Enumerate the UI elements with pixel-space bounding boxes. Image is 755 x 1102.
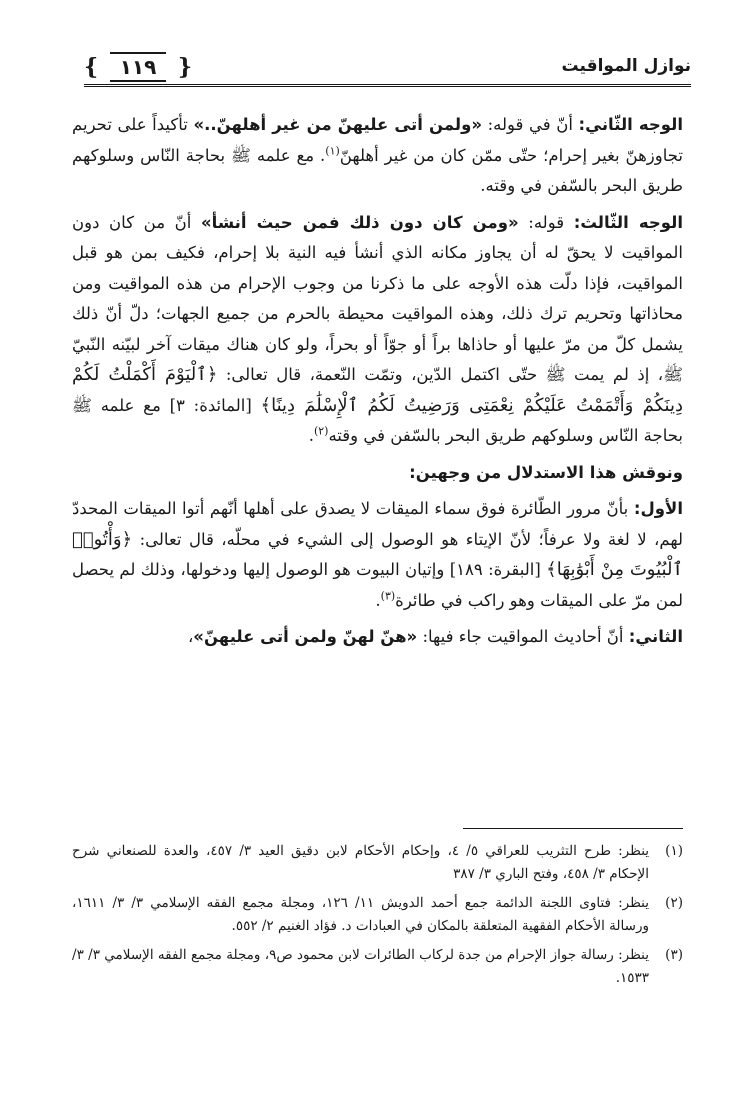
paragraph-text: أنّ في قوله: xyxy=(482,115,579,134)
main-text xyxy=(72,110,683,659)
footnote-ref[interactable]: (٢) xyxy=(313,424,329,438)
paragraph-text: بأنّ مرور الطّائرة فوق سماء الميقات لا يصدق على أهلها أنّهم أتوا الميقات المحددّ لهم، لا لغة ولا عرفاً؛ لأنّ الإيتاء هو الوصول إلى الشيء في محلّه، قال تعالى: xyxy=(72,499,683,549)
paragraph-text: أنّ من كان دون المواقيت لا يحقّ له أن يجاوز مكانه الذي أنشأ فيه النية بلا إحرام، فكيف بمن هو قبل المواقيت، فإذا دلّت هذه الأوجه على ما ذكرنا من وجوب الإحرام من هذه المواقيت ومن محاذاتها وتحريم ترك ذلك، وهذه المواقيت محيطة بالحرم من جميع الجهات؛ دلّ أنّ ذلك يشمل كلّ من مرّ عليها أو حاذاها براً أو جوّاً أو بحراً، ولو كان هناك ميقات آخر لبيّنه النّبيّ ﷺ، إذ لم يمت ﷺ حتّى اكتمل الدّين، وتمّت النّعمة، قال تعالى: xyxy=(72,212,684,384)
paragraph-lead: الثاني: xyxy=(628,627,683,646)
paragraph-text: ، xyxy=(187,627,194,646)
paragraph-text: . xyxy=(375,590,381,610)
footnote xyxy=(72,892,683,938)
ornament-left-icon: { xyxy=(84,54,99,80)
footnote-number: (٢) xyxy=(665,895,683,911)
paragraph-text: . xyxy=(308,426,314,445)
ornament-right-icon: } xyxy=(177,54,192,80)
page-header xyxy=(64,48,691,92)
page-number-frame xyxy=(84,50,192,84)
paragraph-second-aspect xyxy=(72,110,683,202)
verse-reference: [المائدة: ٣] xyxy=(169,395,261,415)
paragraph-second-objection xyxy=(72,622,683,653)
footnote-text: ينظر: طرح التثريب للعراقي ٥/ ٤، وإحكام الأحكام لابن دقيق العيد ٣/ ٤٥٧، والعدة للصنعاني شرح الإحكام ٣/ ٤٥٨، وفتح الباري ٣/ ٣٨٧ xyxy=(72,843,650,882)
footnote xyxy=(72,944,683,990)
section-heading: ونوقش هذا الاستدلال من وجهين: xyxy=(409,462,683,482)
paragraph-third-aspect xyxy=(72,208,683,452)
header-rule xyxy=(84,84,691,87)
footnote-text: ينظر: رسالة جواز الإحرام من جدة لركاب الطائرات لابن محمود ص٩، ومجلة مجمع الفقه الإسلامي ٣/ ٣/ ١٥٣٣. xyxy=(72,947,650,986)
hadith-quote: «ومن كان دون ذلك فمن حيث أنشأ» xyxy=(200,212,519,232)
paragraph-text: أنّ أحاديث المواقيت جاء فيها: xyxy=(417,627,629,646)
paragraph-lead: الوجه الثّالث: xyxy=(573,212,683,232)
paragraph-text: . مع علمه ﷺ بحاجة النّاس وسلوكهم طريق البحر بالسّفن في وقته. xyxy=(72,145,683,195)
footnote-number: (٣) xyxy=(665,947,683,963)
paragraph-text: تأكيداً على تحريم تجاوزهنّ بغير إحرام؛ حتّى ممّن كان من غير أهلهنّ xyxy=(72,115,683,165)
quran-verse: ﴿وَأْتُوا۟ ٱلْبُيُوتَ مِنْ أَبْوَٰبِهَا﴾ xyxy=(72,528,683,580)
paragraph-lead: الأول: xyxy=(633,499,683,518)
verse-reference: [البقرة: ١٨٩] xyxy=(449,560,547,579)
quran-verse: ﴿ٱلْيَوْمَ أَكْمَلْتُ لَكُمْ دِينَكُمْ وَأَتْمَمْتُ عَلَيْكُمْ نِعْمَتِى وَرَضِيتُ لَكُمُ ٱلْإِسْلَٰمَ دِينًا﴾ xyxy=(72,364,683,416)
footnote xyxy=(72,840,683,886)
paragraph-text: وإتيان البيوت هو الوصول إليها ودخولها، وذلك لم يحصل لمن مرّ على الميقات وهو راكب في طائرة xyxy=(72,560,683,610)
paragraph-lead: الوجه الثّاني: xyxy=(578,115,683,134)
hadith-quote: «هنّ لهنّ ولمن أتى عليهنّ» xyxy=(193,627,418,646)
paragraph-text: قوله: xyxy=(518,212,574,232)
footnote-text: ينظر: فتاوى اللجنة الدائمة جمع أحمد الدويش ١١/ ١٢٦، ومجلة مجمع الفقه الإسلامي ٣/ ٣/ ١٦١١، ورسالة الأحكام الفقهية المتعلقة بالمكان في العبادات د. فؤاد الغنيم ٢/ ٥٥٢. xyxy=(72,895,649,934)
running-title: نوازل المواقيت xyxy=(561,56,691,76)
paragraph-text: مع علمه ﷺ بحاجة النّاس وسلوكهم طريق البحر بالسّفن في وقته xyxy=(72,395,683,445)
hadith-quote: «ولمن أتى عليهنّ من غير أهلهنّ..» xyxy=(193,115,483,134)
paragraph-first-objection xyxy=(72,494,683,616)
footnotes xyxy=(72,840,683,996)
page-number: ١١٩ xyxy=(110,52,167,82)
footnote-number: (١) xyxy=(665,843,683,859)
footnote-separator xyxy=(463,828,683,829)
footnote-ref[interactable]: (٣) xyxy=(380,589,396,602)
footnote-ref[interactable]: (١) xyxy=(325,144,340,157)
